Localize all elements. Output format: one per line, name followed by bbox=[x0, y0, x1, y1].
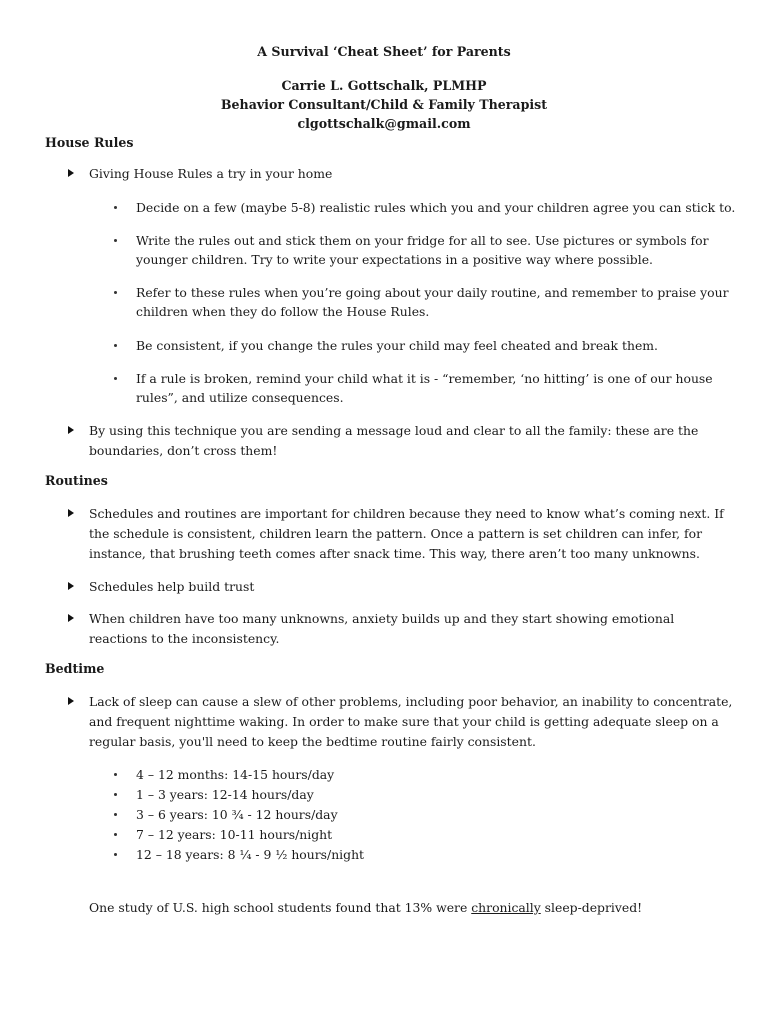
house-rules-intro: Giving House Rules a try in your home bbox=[89, 166, 333, 181]
sleep-list-item: 3 – 6 years: 10 ¾ - 12 hours/day bbox=[136, 807, 338, 822]
sleep-list-item: 7 – 12 years: 10-11 hours/night bbox=[136, 827, 333, 842]
routines-item-line: the schedule is consistent, children learn the pattern. Once a pattern is set children can infer, for bbox=[89, 526, 703, 541]
bedtime-intro-line: regular basis, you'll need to keep the bedtime routine fairly consistent. bbox=[89, 734, 536, 749]
house-rules-closing: boundaries, don’t cross them! bbox=[89, 443, 278, 458]
arrow-bullet-icon bbox=[68, 614, 74, 622]
arrow-bullet-icon bbox=[68, 169, 74, 177]
bullet-dot-icon bbox=[114, 291, 117, 294]
document-title: A Survival ‘Cheat Sheet’ for Parents bbox=[257, 44, 511, 59]
bullet-dot-icon bbox=[114, 206, 117, 209]
routines-item-line: instance, that brushing teeth comes after snack time. This way, there aren’t too many unknowns. bbox=[89, 546, 700, 561]
sleep-list-item: 12 – 18 years: 8 ¼ - 9 ½ hours/night bbox=[136, 847, 365, 862]
bullet-dot-icon bbox=[114, 344, 117, 347]
routines-item-line: When children have too many unknowns, anxiety builds up and they start showing emotional bbox=[89, 611, 675, 626]
house-rule-line: If a rule is broken, remind your child what it is - “remember, ‘no hitting’ is one of our house bbox=[136, 371, 713, 386]
bedtime-intro-line: Lack of sleep can cause a slew of other problems, including poor behavior, an inability to concentrate, bbox=[89, 694, 733, 709]
routines-item-line: Schedules help build trust bbox=[89, 579, 255, 594]
sleep-list-item: 1 – 3 years: 12-14 hours/day bbox=[136, 787, 314, 802]
bullet-dot-icon bbox=[114, 773, 117, 776]
author-name: Carrie L. Gottschalk, PLMHP bbox=[281, 78, 487, 93]
sleep-list-item: 4 – 12 months: 14-15 hours/day bbox=[136, 767, 335, 782]
study-text-after: sleep-deprived! bbox=[540, 900, 643, 915]
routines-item-line: Schedules and routines are important for children because they need to know what’s coming next. If bbox=[89, 506, 724, 521]
arrow-bullet-icon bbox=[68, 426, 74, 434]
bullet-dot-icon bbox=[114, 377, 117, 380]
bedtime-intro-line: and frequent nighttime waking. In order to make sure that your child is getting adequate sleep on a bbox=[89, 714, 719, 729]
house-rules-closing: By using this technique you are sending a message loud and clear to all the family: these are the bbox=[89, 423, 699, 438]
author-email: clgottschalk@gmail.com bbox=[297, 116, 471, 131]
house-rule-line: Write the rules out and stick them on your fridge for all to see. Use pictures or symbols for bbox=[136, 233, 709, 248]
bullet-dot-icon bbox=[114, 853, 117, 856]
study-emphasis: chronically bbox=[471, 900, 541, 915]
arrow-bullet-icon bbox=[68, 509, 74, 517]
study-text-before: One study of U.S. high school students found that 13% were bbox=[89, 900, 472, 915]
house-rule-line: rules”, and utilize consequences. bbox=[136, 390, 344, 405]
house-rule-line: Be consistent, if you change the rules your child may feel cheated and break them. bbox=[136, 338, 658, 353]
bullet-dot-icon bbox=[114, 793, 117, 796]
section-heading-house-rules: House Rules bbox=[45, 135, 134, 150]
bullet-dot-icon bbox=[114, 833, 117, 836]
arrow-bullet-icon bbox=[68, 582, 74, 590]
section-heading-bedtime: Bedtime bbox=[45, 661, 105, 676]
house-rule-line: younger children. Try to write your expectations in a positive way where possible. bbox=[136, 252, 653, 267]
house-rule-line: Refer to these rules when you’re going about your daily routine, and remember to praise your bbox=[136, 285, 729, 300]
bullet-dot-icon bbox=[114, 813, 117, 816]
routines-item-line: reactions to the inconsistency. bbox=[89, 631, 280, 646]
sleep-study-statement bbox=[89, 898, 642, 918]
arrow-bullet-icon bbox=[68, 697, 74, 705]
house-rule-line: Decide on a few (maybe 5-8) realistic rules which you and your children agree you can stick to. bbox=[136, 200, 736, 215]
author-role: Behavior Consultant/Child & Family Therapist bbox=[220, 97, 548, 112]
bullet-dot-icon bbox=[114, 239, 117, 242]
section-heading-routines: Routines bbox=[45, 473, 108, 488]
house-rule-line: children when they do follow the House Rules. bbox=[136, 304, 430, 319]
